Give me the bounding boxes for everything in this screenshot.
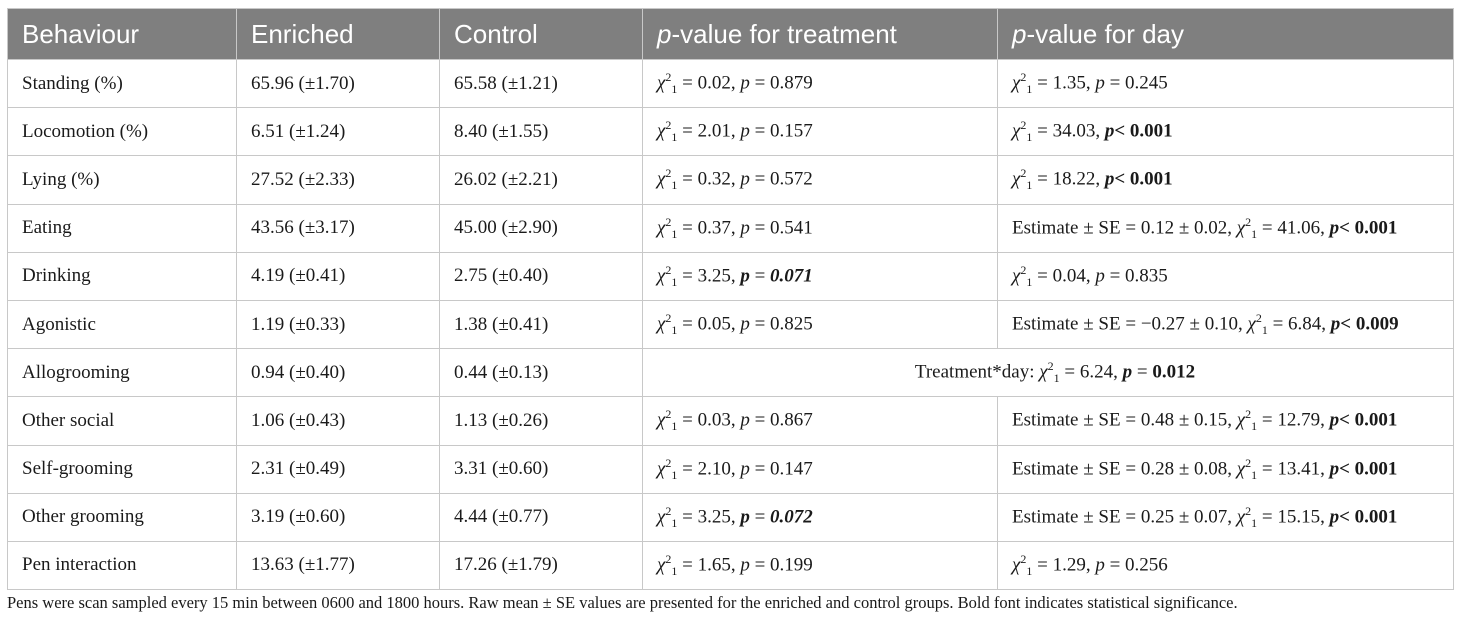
chi-subscript: 1: [1251, 226, 1258, 241]
p-label: p<: [1329, 216, 1355, 238]
cell-treatment: $\chi^2_1 = 3.25$, p = 0.071: [643, 252, 998, 300]
chi-value: 0.03: [697, 409, 731, 431]
chi-subscript: 1: [1026, 130, 1033, 145]
chi-value: 15.15: [1277, 506, 1321, 528]
chi-superscript: 2: [665, 166, 672, 181]
cell-enriched: 4.19 (±0.41): [237, 252, 440, 300]
equals-sign: =: [677, 72, 698, 94]
p-label: p<: [1330, 313, 1356, 335]
header-behaviour: Behaviour: [8, 9, 237, 60]
table-row: [8, 108, 1454, 156]
estimate-value: −0.27 ± 0.10: [1140, 313, 1238, 335]
cell-day: $\chi^2_1 = 1.35$, p = 0.245: [998, 60, 1454, 108]
p-label: p<: [1329, 457, 1355, 479]
p-label: p: [740, 168, 750, 190]
p-value-significant: 0.001: [1129, 120, 1173, 142]
chi-value: 2.10: [697, 457, 731, 479]
chi-subscript: 1: [671, 274, 678, 289]
chi-symbol: χ: [1012, 168, 1021, 190]
p-less-than: [1331, 313, 1356, 334]
equals-sign: =: [1032, 265, 1053, 287]
p-value-significant: 0.072: [770, 506, 813, 528]
cell-enriched: 0.94 (±0.40): [237, 349, 440, 397]
p-less-than: [1105, 169, 1130, 190]
cell-enriched: 43.56 (±3.17): [237, 204, 440, 252]
cell-treatment: $\chi^2_1 = 3.25$, p = 0.072: [643, 493, 998, 541]
equals-sign: =: [749, 457, 771, 479]
table-row: [8, 445, 1454, 493]
chi-superscript: 2: [665, 503, 672, 518]
chi-symbol: χ: [1236, 506, 1246, 528]
p-value-significant: 0.001: [1354, 409, 1398, 431]
equals-sign: =: [1032, 120, 1053, 142]
chi-value: 1.29: [1052, 554, 1086, 576]
chi-superscript: 2: [1245, 503, 1252, 518]
table-row: [8, 300, 1454, 348]
chi-superscript: 2: [665, 310, 672, 325]
p-value-significant: 0.071: [770, 265, 813, 287]
header-enriched: Enriched: [237, 9, 440, 60]
p-label: p: [1095, 554, 1105, 576]
estimate-value: 0.12 ± 0.02: [1140, 216, 1228, 238]
chi-symbol: χ: [657, 409, 666, 431]
p-less-than: [1330, 506, 1355, 527]
p-label: p<: [1329, 506, 1355, 528]
equals-sign: =: [749, 554, 771, 576]
chi-symbol: χ: [1247, 313, 1256, 335]
chi-subscript: 1: [1261, 323, 1268, 338]
cell-interaction: Treatment*day: $\chi^2_1 = 6.24$, p = 0.012: [643, 349, 1454, 397]
cell-treatment: $\chi^2_1 = 0.05$, p = 0.825: [643, 300, 998, 348]
p-label-significant: p: [740, 506, 750, 528]
p-value-significant: 0.001: [1354, 457, 1398, 479]
chi-superscript: 2: [1020, 166, 1027, 181]
chi-value: 3.25: [697, 506, 731, 528]
equals-sign: =: [1267, 313, 1289, 335]
cell-enriched: 3.19 (±0.60): [237, 493, 440, 541]
cell-enriched: 6.51 (±1.24): [237, 108, 440, 156]
estimate-value: 0.25 ± 0.07: [1140, 506, 1228, 528]
cell-day: $\chi^2_1 = 18.22$, p< 0.001: [998, 156, 1454, 204]
chi-symbol: χ: [657, 554, 666, 576]
p-value: 0.157: [770, 120, 813, 142]
p-value: 0.256: [1125, 554, 1168, 576]
chi-value: 0.37: [697, 216, 731, 238]
p-label: p: [740, 313, 750, 335]
cell-enriched: 1.19 (±0.33): [237, 300, 440, 348]
chi-symbol: χ: [657, 168, 666, 190]
chi-superscript: 2: [1020, 70, 1027, 85]
chi-subscript: 1: [671, 178, 678, 193]
chi-superscript: 2: [1020, 118, 1027, 133]
p-value-significant: 0.001: [1354, 506, 1398, 528]
cell-control: 4.44 (±0.77): [440, 493, 643, 541]
cell-behaviour: Other grooming: [8, 493, 237, 541]
equals-sign: =: [677, 506, 698, 528]
p-less-than: [1330, 410, 1355, 431]
cell-control: 65.58 (±1.21): [440, 60, 643, 108]
cell-treatment: $\chi^2_1 = 1.65$, p = 0.199: [643, 541, 998, 589]
p-label: p: [740, 72, 750, 94]
equals-sign: =: [1104, 265, 1126, 287]
cell-control: 26.02 (±2.21): [440, 156, 643, 204]
results-table: [7, 8, 1454, 590]
p-value-significant: 0.001: [1354, 216, 1398, 238]
chi-symbol: χ: [1012, 120, 1021, 142]
chi-value: 3.25: [697, 265, 731, 287]
equals-sign: =: [1257, 506, 1278, 528]
table-row: [8, 397, 1454, 445]
equals-sign: =: [1032, 554, 1053, 576]
cell-behaviour: Agonistic: [8, 300, 237, 348]
cell-day: Estimate ± SE = 0.28 ± 0.08, $\chi^2_1 = 13.41$, p< 0.001: [998, 445, 1454, 493]
cell-control: 1.13 (±0.26): [440, 397, 643, 445]
chi-subscript: 1: [671, 564, 678, 579]
p-less-than: [1330, 458, 1355, 479]
p-value: 0.199: [770, 554, 813, 576]
cell-behaviour: Lying (%): [8, 156, 237, 204]
cell-control: 17.26 (±1.79): [440, 541, 643, 589]
table-row: [8, 349, 1454, 397]
chi-superscript: 2: [665, 70, 672, 85]
chi-value: 12.79: [1277, 409, 1321, 431]
cell-treatment: $\chi^2_1 = 0.02$, p = 0.879: [643, 60, 998, 108]
cell-control: 1.38 (±0.41): [440, 300, 643, 348]
chi-value: 1.65: [697, 554, 731, 576]
chi-value: 0.04: [1052, 265, 1086, 287]
chi-symbol: χ: [1039, 361, 1048, 383]
chi-value: 6.84: [1288, 313, 1322, 335]
chi-subscript: 1: [671, 323, 678, 338]
p-label-significant: p: [740, 265, 750, 287]
p-value-significant: 0.009: [1355, 313, 1399, 335]
cell-treatment: $\chi^2_1 = 2.01$, p = 0.157: [643, 108, 998, 156]
chi-superscript: 2: [1245, 214, 1252, 229]
cell-enriched: 2.31 (±0.49): [237, 445, 440, 493]
p-label: p: [740, 216, 750, 238]
chi-value: 0.02: [697, 72, 731, 94]
cell-day: $\chi^2_1 = 34.03$, p< 0.001: [998, 108, 1454, 156]
cell-treatment: $\chi^2_1 = 2.10$, p = 0.147: [643, 445, 998, 493]
chi-superscript: 2: [1245, 455, 1252, 470]
chi-superscript: 2: [665, 262, 672, 277]
header-treatment-p: p: [657, 18, 672, 49]
p-value: 0.245: [1125, 72, 1168, 94]
equals-sign: =: [749, 506, 771, 528]
p-label: p: [740, 554, 750, 576]
p-label: p<: [1104, 120, 1130, 142]
p-label: p: [1095, 265, 1105, 287]
chi-subscript: 1: [1251, 467, 1258, 482]
p-value: 0.825: [770, 313, 813, 335]
p-label: p: [1095, 72, 1105, 94]
chi-superscript: 2: [1245, 407, 1252, 422]
interaction-stat: 6.24: [1079, 361, 1114, 383]
chi-symbol: χ: [657, 265, 666, 287]
cell-day: Estimate ± SE = 0.12 ± 0.02, $\chi^2_1 = 41.06$, p< 0.001: [998, 204, 1454, 252]
chi-subscript: 1: [1251, 515, 1258, 530]
equals-sign: =: [749, 216, 771, 238]
chi-symbol: χ: [657, 72, 666, 94]
cell-enriched: 13.63 (±1.77): [237, 541, 440, 589]
chi-superscript: 2: [665, 214, 672, 229]
chi-value: 41.06: [1277, 216, 1321, 238]
equals-sign: =: [677, 554, 698, 576]
chi-subscript: 1: [1026, 274, 1033, 289]
p-value-significant: 0.012: [1152, 361, 1196, 383]
table-row: [8, 60, 1454, 108]
p-less-than: [1105, 121, 1130, 142]
equals-sign: =: [1104, 72, 1126, 94]
p-value: 0.867: [770, 409, 813, 431]
estimate-label: Estimate ± SE =: [1012, 409, 1141, 431]
p-label: p: [740, 409, 750, 431]
chi-superscript: 2: [665, 118, 672, 133]
chi-symbol: χ: [657, 120, 666, 142]
table-footnote: Pens were scan sampled every 15 min between 0600 and 1800 hours. Raw mean ± SE values are presented for the enriched and control groups. Bold font indicates statistical significance.: [7, 593, 1238, 612]
chi-symbol: χ: [657, 506, 666, 528]
estimate-value: 0.48 ± 0.15: [1140, 409, 1228, 431]
equals-sign: =: [677, 457, 698, 479]
header-row: [8, 9, 1454, 60]
chi-symbol: χ: [1012, 554, 1021, 576]
chi-superscript: 2: [665, 455, 672, 470]
estimate-label: Estimate ± SE =: [1012, 313, 1141, 335]
p-label: p: [740, 457, 750, 479]
chi-superscript: 2: [1255, 310, 1262, 325]
chi-value: 0.32: [697, 168, 731, 190]
equals-sign: =: [1059, 361, 1080, 383]
cell-treatment: $\chi^2_1 = 0.32$, p = 0.572: [643, 156, 998, 204]
cell-behaviour: Self-grooming: [8, 445, 237, 493]
p-label-significant: p: [1122, 361, 1133, 383]
equals-sign: =: [1257, 457, 1278, 479]
cell-control: 0.44 (±0.13): [440, 349, 643, 397]
chi-superscript: 2: [1047, 359, 1054, 374]
cell-control: 3.31 (±0.60): [440, 445, 643, 493]
estimate-label: Estimate ± SE =: [1012, 216, 1141, 238]
p-value: 0.572: [770, 168, 813, 190]
p-value: 0.879: [770, 72, 813, 94]
cell-day: $\chi^2_1 = 0.04$, p = 0.835: [998, 252, 1454, 300]
equals-sign: =: [749, 265, 771, 287]
chi-symbol: χ: [1236, 457, 1246, 479]
equals-sign: =: [677, 313, 698, 335]
chi-value: 34.03: [1052, 120, 1096, 142]
chi-superscript: 2: [1020, 551, 1027, 566]
equals-sign: =: [677, 168, 698, 190]
cell-enriched: 65.96 (±1.70): [237, 60, 440, 108]
chi-subscript: 1: [1053, 371, 1060, 386]
chi-superscript: 2: [665, 407, 672, 422]
equals-sign: =: [1132, 361, 1153, 383]
chi-subscript: 1: [671, 515, 678, 530]
equals-sign: =: [1032, 72, 1053, 94]
chi-value: 13.41: [1277, 457, 1321, 479]
chi-value: 18.22: [1052, 168, 1096, 190]
chi-subscript: 1: [1251, 419, 1258, 434]
equals-sign: =: [749, 72, 771, 94]
interaction-label: Treatment*day:: [914, 361, 1035, 383]
chi-superscript: 2: [665, 551, 672, 566]
p-label: p: [740, 120, 750, 142]
p-label: p<: [1329, 409, 1355, 431]
chi-subscript: 1: [671, 226, 678, 241]
equals-sign: =: [677, 216, 698, 238]
cell-behaviour: Locomotion (%): [8, 108, 237, 156]
p-value: 0.541: [770, 216, 813, 238]
header-control: Control: [440, 9, 643, 60]
cell-behaviour: Drinking: [8, 252, 237, 300]
chi-subscript: 1: [1026, 178, 1033, 193]
equals-sign: =: [677, 265, 698, 287]
estimate-value: 0.28 ± 0.08: [1140, 457, 1228, 479]
table-body: [8, 60, 1454, 590]
chi-symbol: χ: [657, 313, 666, 335]
cell-treatment: $\chi^2_1 = 0.37$, p = 0.541: [643, 204, 998, 252]
chi-subscript: 1: [671, 467, 678, 482]
chi-superscript: 2: [1020, 262, 1027, 277]
p-value-significant: 0.001: [1129, 168, 1173, 190]
cell-behaviour: Eating: [8, 204, 237, 252]
cell-enriched: 1.06 (±0.43): [237, 397, 440, 445]
header-treatment-text: -value for treatment: [671, 18, 897, 49]
cell-day: Estimate ± SE = 0.25 ± 0.07, $\chi^2_1 = 15.15$, p< 0.001: [998, 493, 1454, 541]
cell-control: 2.75 (±0.40): [440, 252, 643, 300]
p-value: 0.835: [1125, 265, 1168, 287]
table-row: [8, 204, 1454, 252]
p-less-than: [1330, 217, 1355, 238]
chi-subscript: 1: [1026, 564, 1033, 579]
equals-sign: =: [1104, 554, 1126, 576]
header-day-text: -value for day: [1026, 18, 1184, 49]
table-row: [8, 156, 1454, 204]
equals-sign: =: [1257, 216, 1278, 238]
table-row: [8, 541, 1454, 589]
cell-enriched: 27.52 (±2.33): [237, 156, 440, 204]
chi-subscript: 1: [671, 130, 678, 145]
cell-day: Estimate ± SE = 0.48 ± 0.15, $\chi^2_1 = 12.79$, p< 0.001: [998, 397, 1454, 445]
chi-symbol: χ: [1012, 72, 1021, 94]
cell-control: 8.40 (±1.55): [440, 108, 643, 156]
p-value: 0.147: [770, 457, 813, 479]
equals-sign: =: [749, 313, 771, 335]
table-row: [8, 252, 1454, 300]
cell-day: $\chi^2_1 = 1.29$, p = 0.256: [998, 541, 1454, 589]
equals-sign: =: [749, 168, 771, 190]
p-label: p<: [1104, 168, 1130, 190]
table-row: [8, 493, 1454, 541]
equals-sign: =: [749, 409, 771, 431]
cell-day: Estimate ± SE = −0.27 ± 0.10, $\chi^2_1 = 6.84$, p< 0.009: [998, 300, 1454, 348]
chi-value: 0.05: [697, 313, 731, 335]
equals-sign: =: [677, 409, 698, 431]
estimate-label: Estimate ± SE =: [1012, 506, 1141, 528]
header-day: [998, 9, 1454, 60]
chi-subscript: 1: [1026, 82, 1033, 97]
cell-control: 45.00 (±2.90): [440, 204, 643, 252]
chi-symbol: χ: [657, 216, 666, 238]
chi-value: 1.35: [1052, 72, 1086, 94]
chi-symbol: χ: [1012, 265, 1021, 287]
header-day-p: p: [1012, 18, 1027, 49]
equals-sign: =: [749, 120, 771, 142]
chi-symbol: χ: [657, 457, 666, 479]
estimate-label: Estimate ± SE =: [1012, 457, 1141, 479]
chi-value: 2.01: [697, 120, 731, 142]
header-treatment: [643, 9, 998, 60]
equals-sign: =: [1257, 409, 1278, 431]
cell-behaviour: Other social: [8, 397, 237, 445]
cell-behaviour: Standing (%): [8, 60, 237, 108]
cell-treatment: $\chi^2_1 = 0.03$, p = 0.867: [643, 397, 998, 445]
chi-subscript: 1: [671, 419, 678, 434]
chi-symbol: χ: [1236, 409, 1246, 431]
equals-sign: =: [1032, 168, 1053, 190]
cell-behaviour: Pen interaction: [8, 541, 237, 589]
cell-behaviour: Allogrooming: [8, 349, 237, 397]
chi-symbol: χ: [1236, 216, 1246, 238]
chi-subscript: 1: [671, 82, 678, 97]
equals-sign: =: [677, 120, 698, 142]
